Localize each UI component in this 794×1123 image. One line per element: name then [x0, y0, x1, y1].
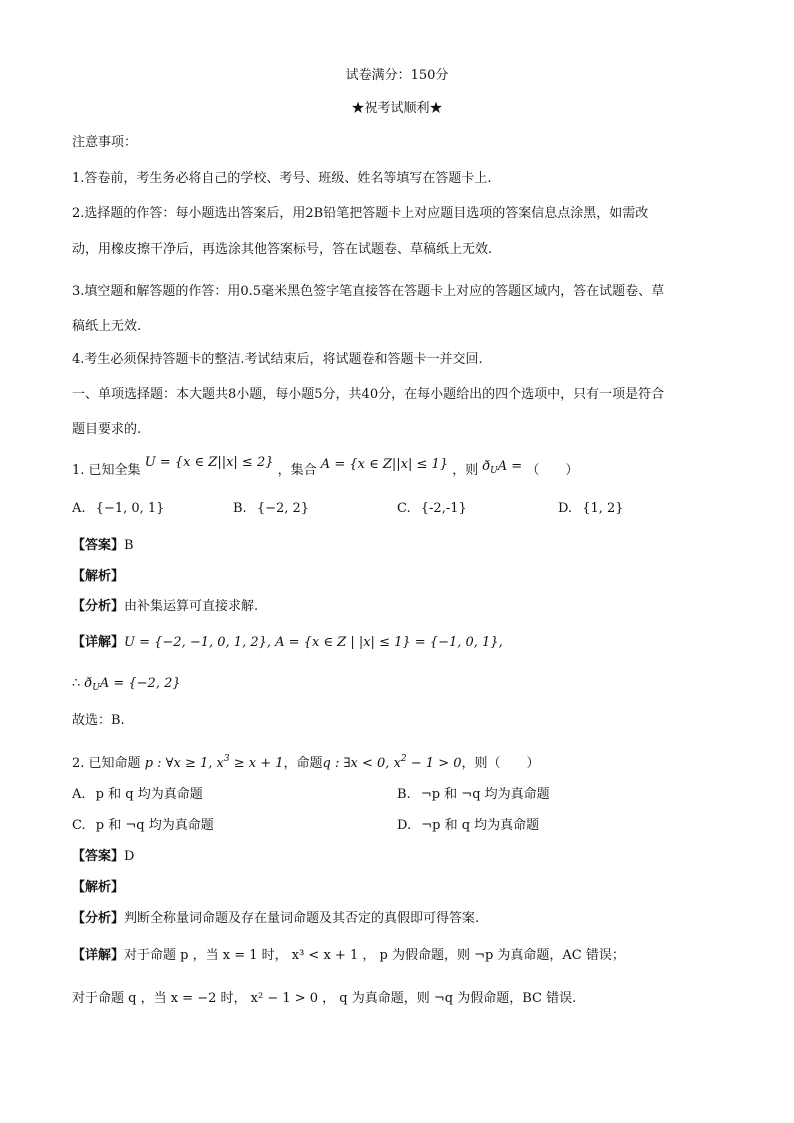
q1-fenxi: 【分析】由补集运算可直接求解.	[72, 599, 259, 614]
q1-blank: （ ）	[526, 463, 579, 478]
complement-symbol: ð	[482, 459, 491, 474]
q2-fenxi: 【分析】判断全称量词命题及存在量词命题及其否定的真假即可得答案.	[72, 911, 480, 926]
q1-result-math: $ð_UA = \{-2$, 2}	[84, 676, 181, 693]
q1-mid: ，集合	[277, 463, 317, 478]
q2-prop-q: q : ∃x < 0, $x^2 - 1 > 0$	[322, 754, 462, 771]
question-2-stem: 2. 已知命题 p : ∀x ≥ 1, $x^3 \ge x + 1$，命题q : ∃x < 0, $x^2 - 1 > 0$，则（ ）	[72, 754, 540, 771]
q2-option-d: D. ¬p 和 q 均为真命题	[397, 818, 540, 833]
q1-analysis-tag: 【解析】	[72, 569, 125, 584]
q1-detail-math: U = {−2, −1, 0, 1, 2}, A = {x ∈ Z | |x| ≤ 1} = {−1, 0, 1},	[124, 635, 503, 650]
q1-answer: 【答案】B	[72, 538, 134, 553]
q2-answer: 【答案】D	[72, 849, 135, 864]
q1-detail: 【详解】U = {−2, −1, 0, 1, 2}, A = {x ∈ Z | |x| ≤ 1} = {−1, 0, 1},	[72, 635, 503, 650]
notice-item-2-line-1: 2.选择题的作答：每小题选出答案后，用2B铅笔把答题卡上对应题目选项的答案信息点涂黑，如需改	[72, 206, 649, 221]
q1-set-u: U = {x ∈ Z||x| ≤ 2}	[144, 455, 274, 470]
q2-option-b: B. ¬p 和 ¬q 均为真命题	[397, 787, 550, 802]
q1-result	[72, 675, 181, 697]
notice-item-4: 4.考生必须保持答题卡的整洁.考试结束后，将试题卷和答题卡一并交回.	[72, 352, 483, 367]
therefore-symbol: ∴	[72, 676, 81, 691]
q2-prop-p: p : ∀x ≥ 1, $x^3 \ge x + 1$	[144, 754, 284, 771]
q1-prefix: 1. 已知全集	[72, 463, 141, 478]
question-1-stem	[72, 455, 579, 484]
q1-then: ，则	[452, 463, 479, 478]
q2-option-a: A. p 和 q 均为真命题	[72, 787, 203, 802]
notice-item-1: 1.答卷前，考生务必将自己的学校、考号、班级、姓名等填写在答题卡上.	[72, 171, 492, 186]
notice-item-3-line-1: 3.填空题和解答题的作答：用0.5毫米黑色签字笔直接答在答题卡上对应的答题区域内，答在试题卷、草	[72, 284, 665, 299]
notice-item-2-line-2: 动，用橡皮擦干净后，再选涂其他答案标号，答在试题卷、草稿纸上无效.	[72, 242, 493, 257]
q1-option-a: A. {−1, 0, 1}	[72, 501, 165, 516]
q1-option-b: B. {−2, 2}	[233, 501, 310, 516]
score-line: 试卷满分：150分	[345, 68, 449, 83]
answer-tag: 【答案】	[72, 849, 125, 864]
q1-option-c: C. {-2,-1}	[397, 501, 467, 516]
q1-set-a: A = {x ∈ Z||x| ≤ 1}	[320, 457, 449, 472]
q2-analysis-tag: 【解析】	[72, 880, 125, 895]
q1-conclusion: 故选：B.	[72, 713, 125, 728]
good-luck-line: ★祝考试顺利★	[351, 101, 443, 116]
notice-title: 注意事项：	[72, 135, 138, 150]
answer-tag: 【答案】	[72, 538, 125, 553]
q1-complement-expr: $ð_UA$ =	[482, 459, 523, 476]
section-heading-line-2: 题目要求的.	[72, 422, 142, 437]
section-heading-line-1: 一、单项选择题：本大题共8小题，每小题5分，共40分，在每小题给出的四个选项中，只有一项是符合	[72, 387, 665, 402]
q2-detail-line-1: 【详解】对于命题 p ，当 x = 1 时， x³ < x + 1 ， p 为假命题，则 ¬p 为真命题，AC 错误；	[72, 948, 625, 963]
q2-option-c: C. p 和 ¬q 均为真命题	[72, 818, 214, 833]
q2-detail-line-2: 对于命题 q ，当 x = −2 时， x² − 1 > 0 ， q 为真命题，则 ¬q 为假命题，BC 错误.	[72, 991, 577, 1006]
notice-item-3-line-2: 稿纸上无效.	[72, 319, 142, 334]
q1-option-d: D. {1, 2}	[558, 501, 624, 516]
